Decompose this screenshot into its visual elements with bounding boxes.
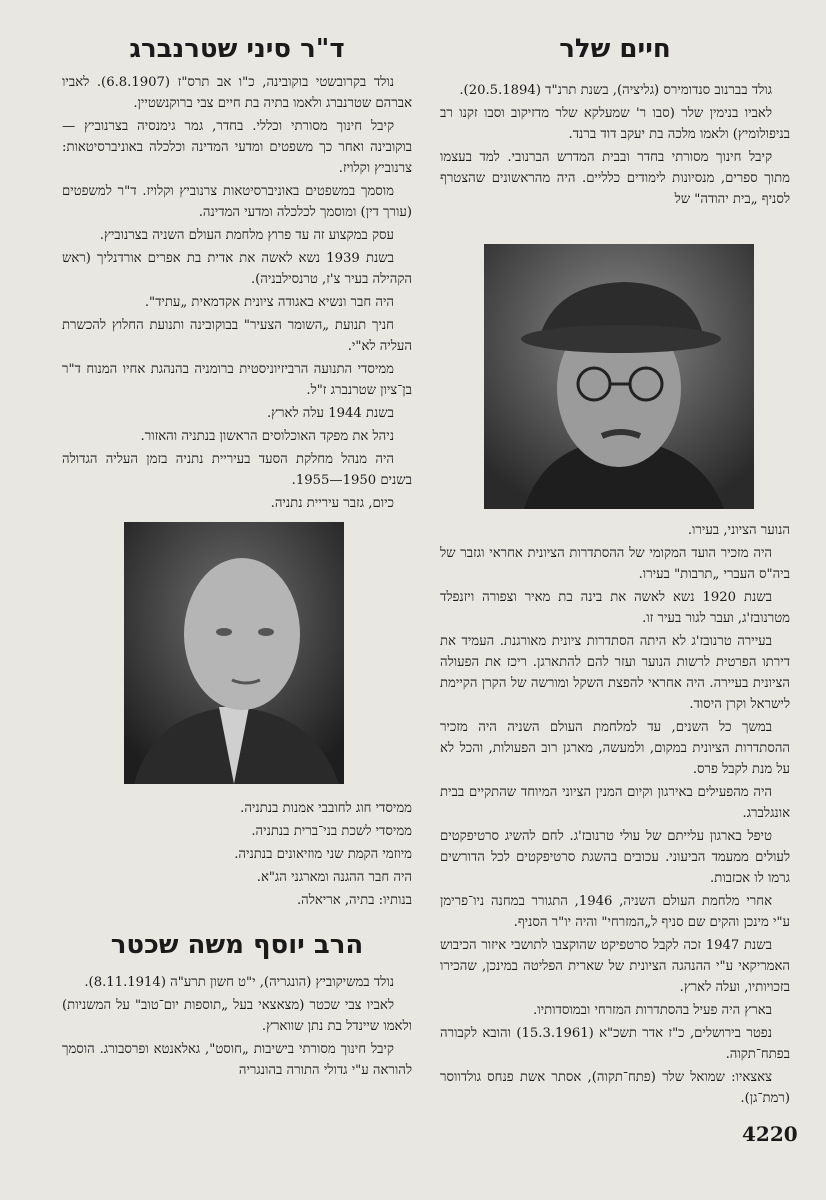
portrait-photo-left: [124, 522, 344, 784]
paragraph: בשנת 1920 נשא לאשה את בינה בת מאיר וצפורה ויזנפלד מטרנובז'ג, ועבר לגור בעיר זו.: [440, 590, 790, 626]
article-left-text-top: [62, 72, 412, 516]
paragraph: היה חבר ונשיא באגודה ציונית אקדמאית „עתיד".: [144, 295, 394, 310]
paragraph: בשנת 1939 נשא לאשה את אדית בת אפרים אורדנליך (ראש הקהילה בעיר צ'ז, טרנסילבניה).: [62, 251, 412, 287]
paragraph: עסק במקצוע זה עד פרוץ מלחמת העולם השניה בצרנוביץ.: [99, 228, 394, 243]
paragraph: ממיסדי התנועה הרביזיוניסטית ברומניה בהנהגת אחיו המנוח ד"ר בן־ציון שטרנברג ז"ל.: [62, 362, 412, 398]
article-right-text-bottom: [440, 520, 790, 1111]
paragraph: ניהל את מפקד האוכלוסים הראשון בנתניה והאזור.: [140, 429, 394, 444]
article-rabbi-yosef-moshe-schechter: [62, 930, 412, 960]
paragraph: ממיסדי חוג לחובבי אמנות בנתניה.: [240, 801, 412, 816]
paragraph: לאביו צבי שכטר (מצאצאי בעל „תוספות יום־טוב" על המשניות) ולאמו שיינדל בת נתן שווארץ.: [62, 998, 412, 1034]
article-left-text-mid: [62, 798, 412, 913]
paragraph: חניך תנועת „השומר הצעיר" בבוקובינה ותנועת החלוץ להכשרת העליה לא"י.: [62, 318, 412, 354]
article-right-text-top: [440, 80, 790, 212]
paragraph: בעיירה טרנובז'ג לא היתה הסתדרות ציונית מאורגנת. העמיד את דירתו הפרטית לרשות הנוער ועזר להם להתארגן. ריכז את הפעולה הציונית בעיירה. היה אחראי להפצת השקל ומורשה של הקרן הקיימת לישראל וקרן היסוד.: [440, 634, 790, 712]
paragraph: בשנת 1947 זכה לקבל סרטפיקט שהוקצבו לתושבי איזור הכיבוש האמריקאי ע"י ההנהגה הציונית של שארית הפליטה במינכן, שהכירו בזכויותיו, ועלה לארץ.: [440, 938, 790, 995]
paragraph: נפטר בירושלים, כ"ז אדר תשכ"א (15.3.1961) והובא לקבורה בפתח־תקוה.: [440, 1026, 790, 1062]
paragraph: צאצאיו: שמואל שלר (פתח־תקוה), אסתר אשת פנחס גולדווסר (רמת־גן).: [440, 1070, 790, 1106]
paragraph: במשך כל השנים, עד למלחמת העולם השניה היה מזכיר ההסתדרות הציונית במקום, ולמעשה, מארגן רוב הפעולות, והכל לא על מנת לקבל פרס.: [440, 720, 790, 777]
paragraph: היה מהפעילים באירגון וקיום המנין הציוני המיוחד שהתקיים בבית אונגלברג.: [440, 785, 790, 821]
paragraph: ממיסדי לשכת בני־ברית בנתניה.: [251, 824, 412, 839]
paragraph: הנוער הציוני, בעירו.: [687, 523, 790, 538]
paragraph: היה חבר ההגנה ומארגני הג"א.: [256, 870, 412, 885]
paragraph: קיבל חינוך מסורתי בישיבות „חוסט", גאלאנטא ופרסבורג. הוסמך להוראה ע"י גדולי התורה בהונגריה: [62, 1042, 412, 1078]
article-title: הרב יוסף משה שכטר: [110, 930, 364, 960]
article-chaim-shaller: [440, 34, 790, 64]
article-sinai-sternberg: [62, 34, 412, 64]
page-number: 4220: [742, 1122, 798, 1146]
paragraph: טיפל בארגון עלייתם של עולי טרנובז'ג. לחם להשיג סרטיפקטים לעולים ממעמד הביעוני. עכובים בהשגת סרטיפקטים לכל הדורשים גרמו לו אכזבות.: [440, 829, 790, 886]
paragraph: נולד בקרובשטי בוקובינה, כ"ו אב תרס"ז (6.8.1907). לאביו אברהם שטרנברג ולאמו בתיה בת חיים צבי ברוקנשטיין.: [62, 75, 412, 111]
paragraph: היה מזכיר הועד המקומי של ההסתדרות הציונית אחראי וגזבר של ביה"ס העברי „תרבות" בעירו.: [440, 546, 790, 582]
paragraph: לאביו בנימין שלר (סבו ר' שמעלקא שלר מדזיקוב וסבו זקנו רב בניפולומיץ) ולאמו מלכה בת יעקב דוד ברנד.: [440, 106, 790, 142]
paragraph: כיום, גזבר עיריית נתניה.: [270, 496, 394, 511]
paragraph: בארץ היה פעיל בהסתדרות המזרחי ובמוסדותיו.: [533, 1003, 772, 1018]
paragraph: מוסמך במשפטים באוניברסיטאות צרנוביץ וקלויז. ד"ר למשפטים (עורך דין) ומוסמך לכלכלה ומדעי המדינה.: [62, 184, 412, 220]
paragraph: בשנת 1944 עלה לארץ.: [266, 406, 394, 421]
paragraph: נולד במשיקוביץ (הונגריה), י"ט חשון תרע"ה (8.11.1914).: [84, 975, 394, 990]
paragraph: גולד בברנוב סנדומירס (גליציה), בשנת תרנ"ד (20.5.1894).: [459, 83, 772, 98]
portrait-photo-right: [484, 244, 754, 509]
paragraph: קיבל חינוך מסורתי בחדר ובבית המדרש הברנובי. למד בעצמו מתוך ספרים, מנסיונות לימודים כלליים. היה מהראשונים שהצטרף לסניף „בית יהודה" של: [440, 150, 790, 207]
paragraph: מיוזמי הקמת שני מוזיאונים בנתניה.: [234, 847, 412, 862]
article-title: חיים שלר: [559, 34, 671, 64]
paragraph: בנותיו: בתיה, אריאלה.: [296, 893, 412, 908]
paragraph: היה מנהל מחלקת הסעד בעיריית נתניה בזמן העליה הגדולה בשנים 1950—1955.: [62, 452, 412, 488]
paragraph: אחרי מלחמת העולם השניה, 1946, התגורר במחנה ניו־פרימן ע"י מינכן והקים שם סניף ל„המזרחי" והיה יו"ר הסניף.: [440, 894, 790, 930]
paragraph: קיבל חינוך מסורתי וכללי. בחדר, גמר גימנסיה בצרנוביץ — בוקובינה ואחר כך משפטים ומדעי המדינה וכלכלה באוניברסיטאות: צרנוביץ וקלויז.: [62, 119, 412, 176]
article-left-text-bottom: [62, 972, 412, 1083]
article-title: ד"ר סיני שטרנברג: [129, 34, 345, 64]
